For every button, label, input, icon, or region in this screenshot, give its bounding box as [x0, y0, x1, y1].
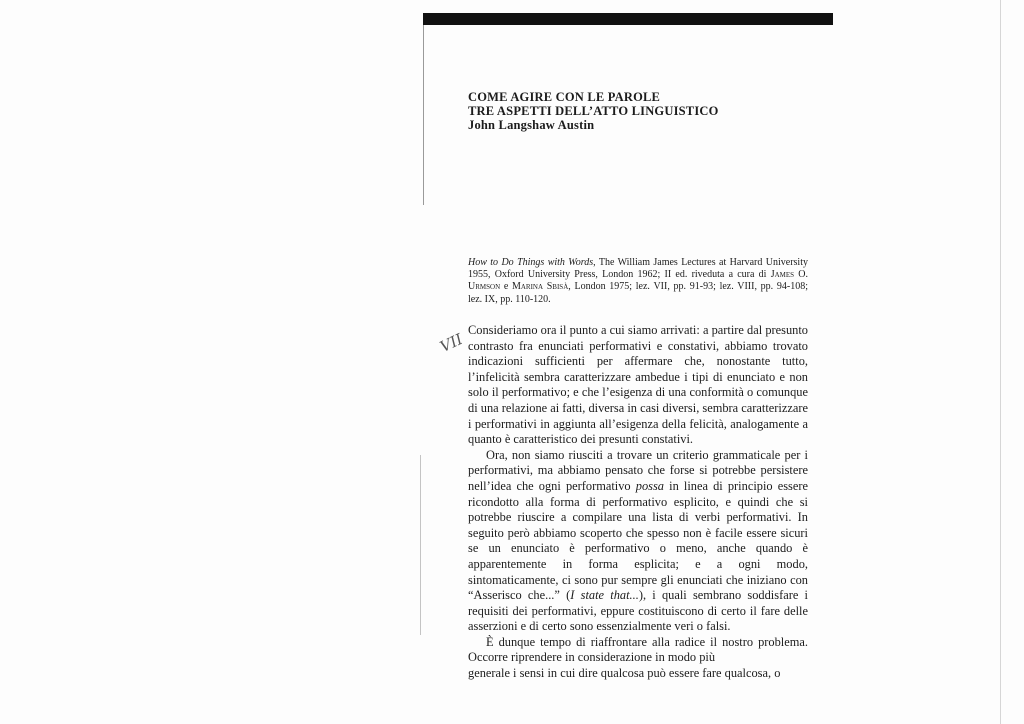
citation-part3: , London 1975; lez. VII, pp. 91-93; lez. VIII, pp. 94-108; lez. IX, pp. 110-120. [468, 281, 808, 305]
right-fold-line [1000, 0, 1001, 724]
citation-part1: , The William James Lectures at Harvard University 1955, Oxford University Press, London 1962; II ed. riveduta a cura di [468, 257, 808, 281]
editor-2: Marina Sbisà [511, 281, 569, 293]
body-text [468, 323, 808, 682]
paragraph-2-english-quote: I state that... [570, 588, 639, 603]
title-block [468, 90, 808, 132]
top-black-border [423, 13, 833, 25]
page-edge-line [423, 25, 424, 205]
paragraph-2-text-a: Ora, non siamo riusciti a trovare un criterio grammaticale per i performativi, ma abbiamo pensato che forse si potrebbe persistere nell’idea che ogni performativo [468, 447, 808, 493]
paragraph-2-text-b: in linea di principio essere ricondotto alla forma di performativo esplicito, e quindi che si potrebbe riuscire a compilare una lista di verbi performativi. In seguito però abbiamo scoperto che spesso non è facile essere sicuri se un enunciato è performativo o meno, anche quando è apparentemente in forma esplicita; e a ogni modo, sintomaticamente, ci sono pur sempre gli enunciati che iniziano con “Asserisco che...” ( [468, 478, 808, 603]
paragraph-2-text-c: ), i quali sembrano soddisfare i requisiti dei performativi, eppure costituiscono di certo il fare delle asserzioni e di certo sono essenzialmente veri o falsi. [468, 588, 808, 634]
paragraph-2 [468, 448, 808, 635]
source-citation [468, 257, 808, 306]
book-title: How to Do Things with Words [468, 257, 594, 268]
main-title: COME AGIRE CON LE PAROLE [468, 90, 661, 104]
page-edge-line-lower [420, 455, 421, 635]
paragraph-2-emphasis: possa [635, 478, 664, 493]
paragraph-3: È dunque tempo di riaffrontare alla radice il nostro problema. Occorre riprendere in considerazione in modo più [468, 634, 808, 665]
handwritten-margin-note: VII [437, 330, 466, 356]
editor-1: James O. Urmson [468, 269, 808, 293]
subtitle: TRE ASPETTI DELL’ATTO LINGUISTICO [468, 104, 719, 118]
paragraph-1: Consideriamo ora il punto a cui siamo arrivati: a partire dal presunto contrasto fra enunciati performativi e constativi, abbiamo trovato indicazioni sufficienti per affermare che, nonostante tutto, l’infelicità sembra caratterizzare ambedue i tipi di enunciato e non solo il performativo; e che l’esigenza di una conformità o comunque di una relazione ai fatti, diversa in casi diversi, sembra caratterizzare i performativi in aggiunta all’esigenza della felicità, analogamente a quanto è caratteristico dei presunti constativi. [468, 323, 808, 447]
author-name: John Langshaw Austin [468, 118, 595, 132]
citation-part2: e [500, 281, 512, 293]
paragraph-3-last-line: generale i sensi in cui dire qualcosa può essere fare qualcosa, o [468, 666, 781, 681]
